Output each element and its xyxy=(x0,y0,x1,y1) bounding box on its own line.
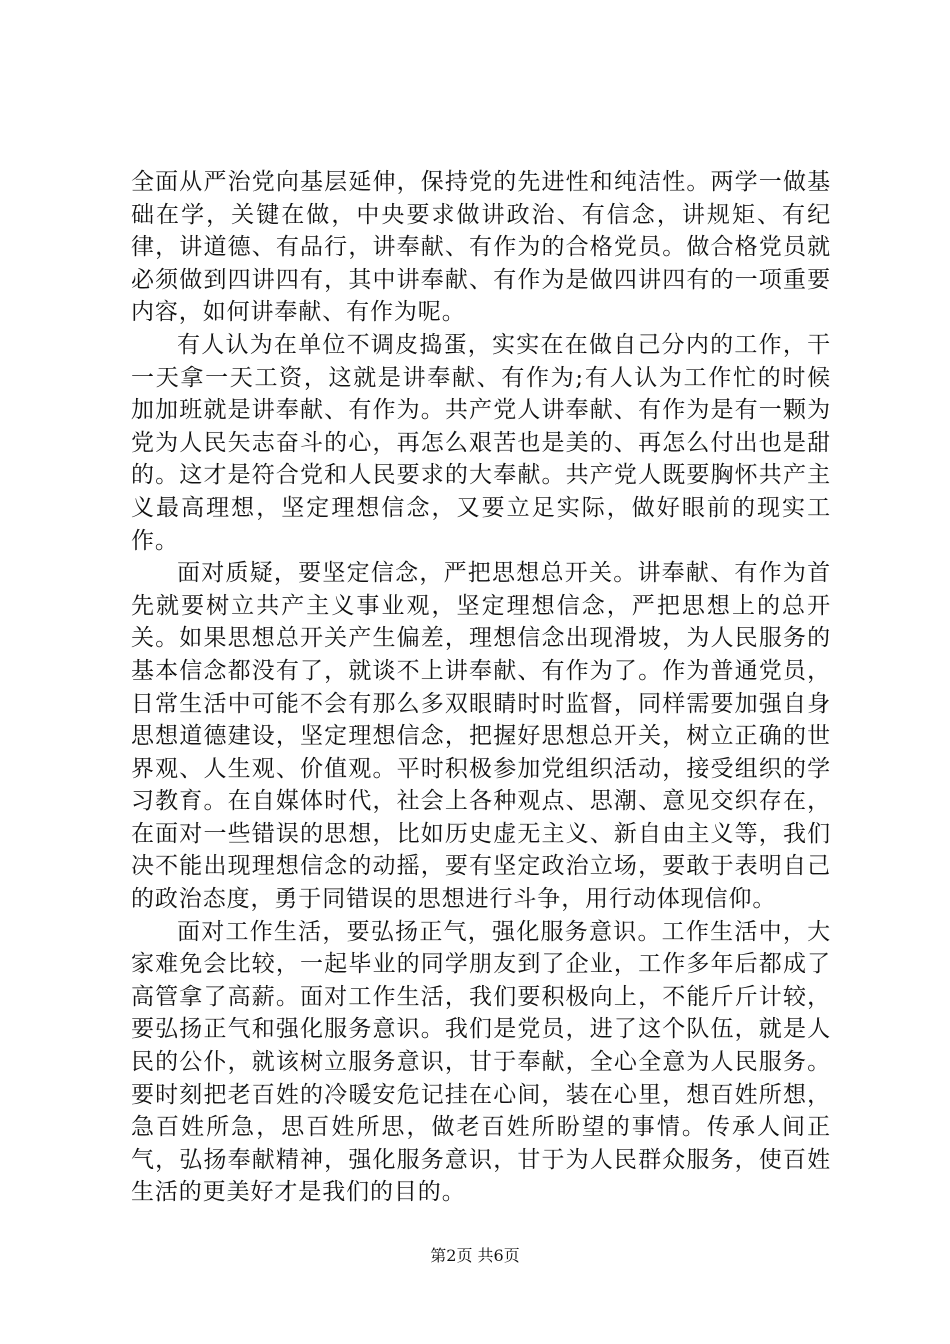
paragraph-4: 面对工作生活，要弘扬正气，强化服务意识。工作生活中，大家难免会比较，一起毕业的同学朋友到了企业，工作多年后都成了高管拿了高薪。面对工作生活，我们要积极向上，不能斤斤计较，要弘扬正气和强化服务意识。我们是党员，进了这个队伍，就是人民的公仆，就该树立服务意识，甘于奉献，全心全意为人民服务。要时刻把老百姓的冷暖安危记挂在心间，装在心里，想百姓所想，急百姓所急，思百姓所思，做老百姓所盼望的事情。传承人间正气，弘扬奉献精神，强化服务意识，甘于为人民群众服务，使百姓生活的更美好才是我们的目的。 xyxy=(131,918,831,1206)
paragraph-2: 有人认为在单位不调皮捣蛋，实实在在做自己分内的工作，干一天拿一天工资，这就是讲奉献、有作为;有人认为工作忙的时候加加班就是讲奉献、有作为。共产党人讲奉献、有作为是有一颗为党为人民矢志奋斗的心，再怎么艰苦也是美的、再怎么付出也是甜的。这才是符合党和人民要求的大奉献。共产党人既要胸怀共产主义最高理想，坚定理想信念，又要立足实际，做好眼前的现实工作。 xyxy=(131,331,831,554)
paragraph-3: 面对质疑，要坚定信念，严把思想总开关。讲奉献、有作为首先就要树立共产主义事业观，坚定理想信念，严把思想上的总开关。如果思想总开关产生偏差，理想信念出现滑坡，为人民服务的基本信念都没有了，就谈不上讲奉献、有作为了。作为普通党员，日常生活中可能不会有那么多双眼睛时时监督，同样需要加强自身思想道德建设，坚定理想信念，把握好思想总开关，树立正确的世界观、人生观、价值观。平时积极参加党组织活动，接受组织的学习教育。在自媒体时代，社会上各种观点、思潮、意见交织存在，在面对一些错误的思想，比如历史虚无主义、新自由主义等，我们决不能出现理想信念的动摇，要有坚定政治立场，要敢于表明自己的政治态度，勇于同错误的思想进行斗争，用行动体现信仰。 xyxy=(131,560,831,913)
page-number-footer: 第2页 共6页 xyxy=(430,1246,520,1265)
paragraph-1: 全面从严治党向基层延伸，保持党的先进性和纯洁性。两学一做基础在学，关键在做，中央要求做讲政治、有信念，讲规矩、有纪律，讲道德、有品行，讲奉献、有作为的合格党员。做合格党员就必须做到四讲四有，其中讲奉献、有作为是做四讲四有的一项重要内容，如何讲奉献、有作为呢。 xyxy=(131,169,831,326)
document-body xyxy=(131,166,831,1209)
